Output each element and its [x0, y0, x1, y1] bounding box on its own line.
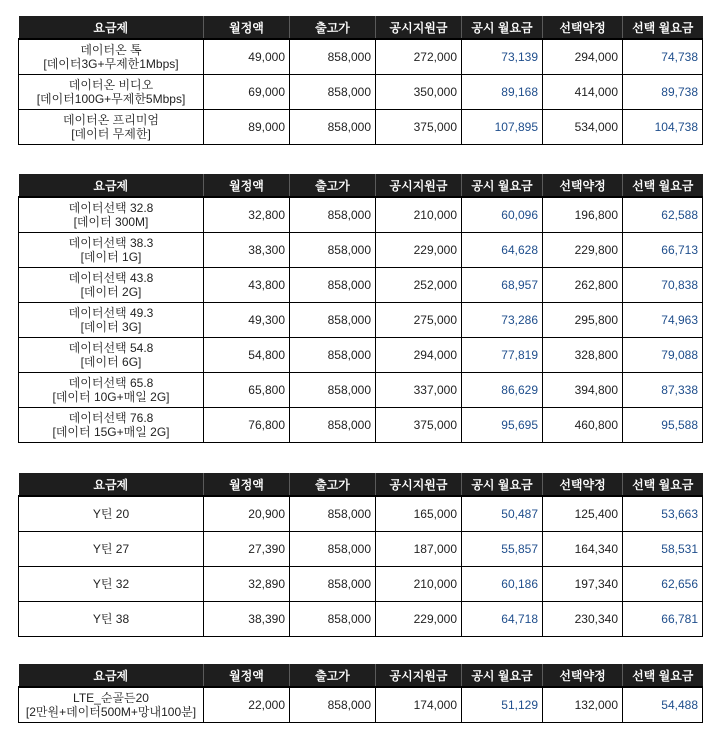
device-price-cell: 858,000: [290, 74, 376, 109]
plan-name-cell: [19, 197, 204, 232]
device-price-cell: 858,000: [290, 496, 376, 531]
contract-monthly-cell: 54,488: [623, 687, 703, 722]
device-price-cell: 858,000: [290, 566, 376, 601]
plan-name-cell: [19, 267, 204, 302]
table-row: [19, 302, 703, 337]
contract-discount-cell: 394,800: [543, 372, 623, 407]
column-header: 월정액: [204, 664, 290, 687]
table-row: [19, 531, 703, 566]
column-header: 출고가: [290, 174, 376, 197]
monthly-fee-cell: 22,000: [204, 687, 290, 722]
monthly-fee-cell: 27,390: [204, 531, 290, 566]
monthly-fee-cell: 65,800: [204, 372, 290, 407]
device-price-cell: 858,000: [290, 267, 376, 302]
plan-name-cell: [19, 39, 204, 74]
table-row: [19, 74, 703, 109]
subsidy-monthly-cell: 73,139: [462, 39, 543, 74]
subsidy-cell: 375,000: [376, 407, 462, 442]
subsidy-cell: 272,000: [376, 39, 462, 74]
plan-name: 데이터온 비디오: [68, 77, 154, 92]
column-header: 공시 월요금: [462, 473, 543, 496]
monthly-fee-cell: 76,800: [204, 407, 290, 442]
plan-detail: [데이터 6G]: [80, 354, 142, 369]
column-header: 월정액: [204, 16, 290, 39]
plan-name-cell: [19, 531, 204, 566]
rate-table-lte: [18, 664, 703, 723]
monthly-fee-cell: 54,800: [204, 337, 290, 372]
contract-monthly-cell: 89,738: [623, 74, 703, 109]
device-price-cell: 858,000: [290, 302, 376, 337]
header-row: [19, 174, 703, 197]
contract-monthly-cell: 70,838: [623, 267, 703, 302]
subsidy-monthly-cell: 64,718: [462, 601, 543, 636]
table-row: [19, 407, 703, 442]
column-header: 선택 월요금: [623, 473, 703, 496]
plan-name-cell: [19, 337, 204, 372]
plan-name: Y틴 38: [92, 611, 130, 626]
contract-monthly-cell: 104,738: [623, 109, 703, 144]
column-header: 출고가: [290, 473, 376, 496]
contract-monthly-cell: 62,588: [623, 197, 703, 232]
subsidy-cell: 275,000: [376, 302, 462, 337]
monthly-fee-cell: 38,390: [204, 601, 290, 636]
contract-monthly-cell: 53,663: [623, 496, 703, 531]
subsidy-monthly-cell: 64,628: [462, 232, 543, 267]
plan-name: 데이터선택 38.3: [68, 235, 154, 250]
plan-name: 데이터온 톡: [80, 42, 142, 57]
contract-discount-cell: 328,800: [543, 337, 623, 372]
plan-name-cell: [19, 601, 204, 636]
plan-name: LTE_순골든20: [73, 690, 149, 705]
column-header: 공시지원금: [376, 664, 462, 687]
table-row: [19, 496, 703, 531]
plan-name: Y틴 20: [92, 506, 130, 521]
plan-name: 데이터선택 32.8: [68, 200, 154, 215]
plan-name: 데이터선택 76.8: [68, 410, 154, 425]
plan-detail: [2만원+데이터500M+망내100분]: [25, 704, 197, 719]
monthly-fee-cell: 69,000: [204, 74, 290, 109]
contract-monthly-cell: 62,656: [623, 566, 703, 601]
plan-name-cell: [19, 687, 204, 722]
rate-table-y-teen: [18, 473, 703, 637]
column-header: 요금제: [19, 473, 204, 496]
column-header: 공시지원금: [376, 174, 462, 197]
plan-name: 데이터온 프리미엄: [62, 112, 160, 127]
subsidy-monthly-cell: 60,096: [462, 197, 543, 232]
contract-monthly-cell: 95,588: [623, 407, 703, 442]
table-row: [19, 232, 703, 267]
plan-detail: [데이터 무제한]: [71, 126, 151, 141]
subsidy-monthly-cell: 95,695: [462, 407, 543, 442]
monthly-fee-cell: 89,000: [204, 109, 290, 144]
table-row: [19, 267, 703, 302]
plan-detail: [데이터 10G+매일 2G]: [52, 389, 170, 404]
monthly-fee-cell: 20,900: [204, 496, 290, 531]
subsidy-cell: 187,000: [376, 531, 462, 566]
column-header: 선택 월요금: [623, 16, 703, 39]
subsidy-monthly-cell: 60,186: [462, 566, 543, 601]
table-row: [19, 337, 703, 372]
subsidy-cell: 210,000: [376, 566, 462, 601]
contract-discount-cell: 132,000: [543, 687, 623, 722]
plan-detail: [데이터 1G]: [80, 249, 142, 264]
subsidy-cell: 294,000: [376, 337, 462, 372]
subsidy-cell: 229,000: [376, 601, 462, 636]
contract-monthly-cell: 74,738: [623, 39, 703, 74]
column-header: 선택약정: [543, 174, 623, 197]
subsidy-monthly-cell: 107,895: [462, 109, 543, 144]
device-price-cell: 858,000: [290, 407, 376, 442]
subsidy-cell: 210,000: [376, 197, 462, 232]
subsidy-cell: 350,000: [376, 74, 462, 109]
column-header: 선택 월요금: [623, 174, 703, 197]
table-row: [19, 687, 703, 722]
contract-discount-cell: 414,000: [543, 74, 623, 109]
plan-detail: [데이터 15G+매일 2G]: [52, 424, 170, 439]
contract-discount-cell: 196,800: [543, 197, 623, 232]
column-header: 월정액: [204, 174, 290, 197]
subsidy-monthly-cell: 89,168: [462, 74, 543, 109]
device-price-cell: 858,000: [290, 197, 376, 232]
subsidy-cell: 375,000: [376, 109, 462, 144]
contract-discount-cell: 460,800: [543, 407, 623, 442]
contract-discount-cell: 534,000: [543, 109, 623, 144]
monthly-fee-cell: 32,890: [204, 566, 290, 601]
header-row: [19, 473, 703, 496]
plan-name-cell: [19, 74, 204, 109]
plan-name-cell: [19, 109, 204, 144]
column-header: 공시 월요금: [462, 174, 543, 197]
column-header: 공시 월요금: [462, 16, 543, 39]
plan-name-cell: [19, 372, 204, 407]
contract-discount-cell: 197,340: [543, 566, 623, 601]
contract-discount-cell: 229,800: [543, 232, 623, 267]
column-header: 공시지원금: [376, 16, 462, 39]
table-row: [19, 197, 703, 232]
column-header: 공시지원금: [376, 473, 462, 496]
plan-detail: [데이터 300M]: [73, 214, 149, 229]
column-header: 요금제: [19, 174, 204, 197]
plan-detail: [데이터 3G]: [80, 319, 142, 334]
device-price-cell: 858,000: [290, 687, 376, 722]
contract-discount-cell: 294,000: [543, 39, 623, 74]
monthly-fee-cell: 49,300: [204, 302, 290, 337]
contract-discount-cell: 230,340: [543, 601, 623, 636]
table-row: [19, 566, 703, 601]
device-price-cell: 858,000: [290, 39, 376, 74]
column-header: 선택약정: [543, 473, 623, 496]
contract-discount-cell: 125,400: [543, 496, 623, 531]
column-header: 선택 월요금: [623, 664, 703, 687]
device-price-cell: 858,000: [290, 601, 376, 636]
subsidy-cell: 165,000: [376, 496, 462, 531]
subsidy-cell: 174,000: [376, 687, 462, 722]
plan-name: Y틴 32: [92, 576, 130, 591]
contract-monthly-cell: 58,531: [623, 531, 703, 566]
subsidy-monthly-cell: 51,129: [462, 687, 543, 722]
device-price-cell: 858,000: [290, 337, 376, 372]
plan-detail: [데이터100G+무제한5Mbps]: [36, 91, 186, 106]
contract-discount-cell: 295,800: [543, 302, 623, 337]
column-header: 공시 월요금: [462, 664, 543, 687]
subsidy-monthly-cell: 68,957: [462, 267, 543, 302]
table-row: [19, 601, 703, 636]
plan-name: 데이터선택 65.8: [68, 375, 154, 390]
device-price-cell: 858,000: [290, 232, 376, 267]
plan-name-cell: [19, 496, 204, 531]
column-header: 월정액: [204, 473, 290, 496]
monthly-fee-cell: 43,800: [204, 267, 290, 302]
monthly-fee-cell: 49,000: [204, 39, 290, 74]
header-row: [19, 16, 703, 39]
device-price-cell: 858,000: [290, 372, 376, 407]
table-row: [19, 109, 703, 144]
contract-discount-cell: 262,800: [543, 267, 623, 302]
column-header: 출고가: [290, 16, 376, 39]
contract-monthly-cell: 74,963: [623, 302, 703, 337]
plan-name: Y틴 27: [92, 541, 130, 556]
column-header: 요금제: [19, 664, 204, 687]
subsidy-monthly-cell: 55,857: [462, 531, 543, 566]
monthly-fee-cell: 32,800: [204, 197, 290, 232]
rate-table-data-select: [18, 174, 703, 443]
column-header: 선택약정: [543, 16, 623, 39]
contract-monthly-cell: 87,338: [623, 372, 703, 407]
subsidy-cell: 229,000: [376, 232, 462, 267]
plan-detail: [데이터 2G]: [80, 284, 142, 299]
device-price-cell: 858,000: [290, 531, 376, 566]
subsidy-monthly-cell: 50,487: [462, 496, 543, 531]
plan-name: 데이터선택 43.8: [68, 270, 154, 285]
column-header: 요금제: [19, 16, 204, 39]
plan-name: 데이터선택 54.8: [68, 340, 154, 355]
header-row: [19, 664, 703, 687]
subsidy-monthly-cell: 86,629: [462, 372, 543, 407]
plan-name-cell: [19, 407, 204, 442]
table-row: [19, 39, 703, 74]
subsidy-monthly-cell: 77,819: [462, 337, 543, 372]
plan-name-cell: [19, 302, 204, 337]
plan-detail: [데이터3G+무제한1Mbps]: [43, 56, 179, 71]
plan-name-cell: [19, 232, 204, 267]
subsidy-cell: 252,000: [376, 267, 462, 302]
contract-monthly-cell: 79,088: [623, 337, 703, 372]
monthly-fee-cell: 38,300: [204, 232, 290, 267]
rate-table-data-on: [18, 16, 703, 145]
subsidy-monthly-cell: 73,286: [462, 302, 543, 337]
subsidy-cell: 337,000: [376, 372, 462, 407]
column-header: 출고가: [290, 664, 376, 687]
contract-monthly-cell: 66,713: [623, 232, 703, 267]
contract-discount-cell: 164,340: [543, 531, 623, 566]
contract-monthly-cell: 66,781: [623, 601, 703, 636]
plan-name-cell: [19, 566, 204, 601]
table-row: [19, 372, 703, 407]
column-header: 선택약정: [543, 664, 623, 687]
plan-name: 데이터선택 49.3: [68, 305, 154, 320]
device-price-cell: 858,000: [290, 109, 376, 144]
